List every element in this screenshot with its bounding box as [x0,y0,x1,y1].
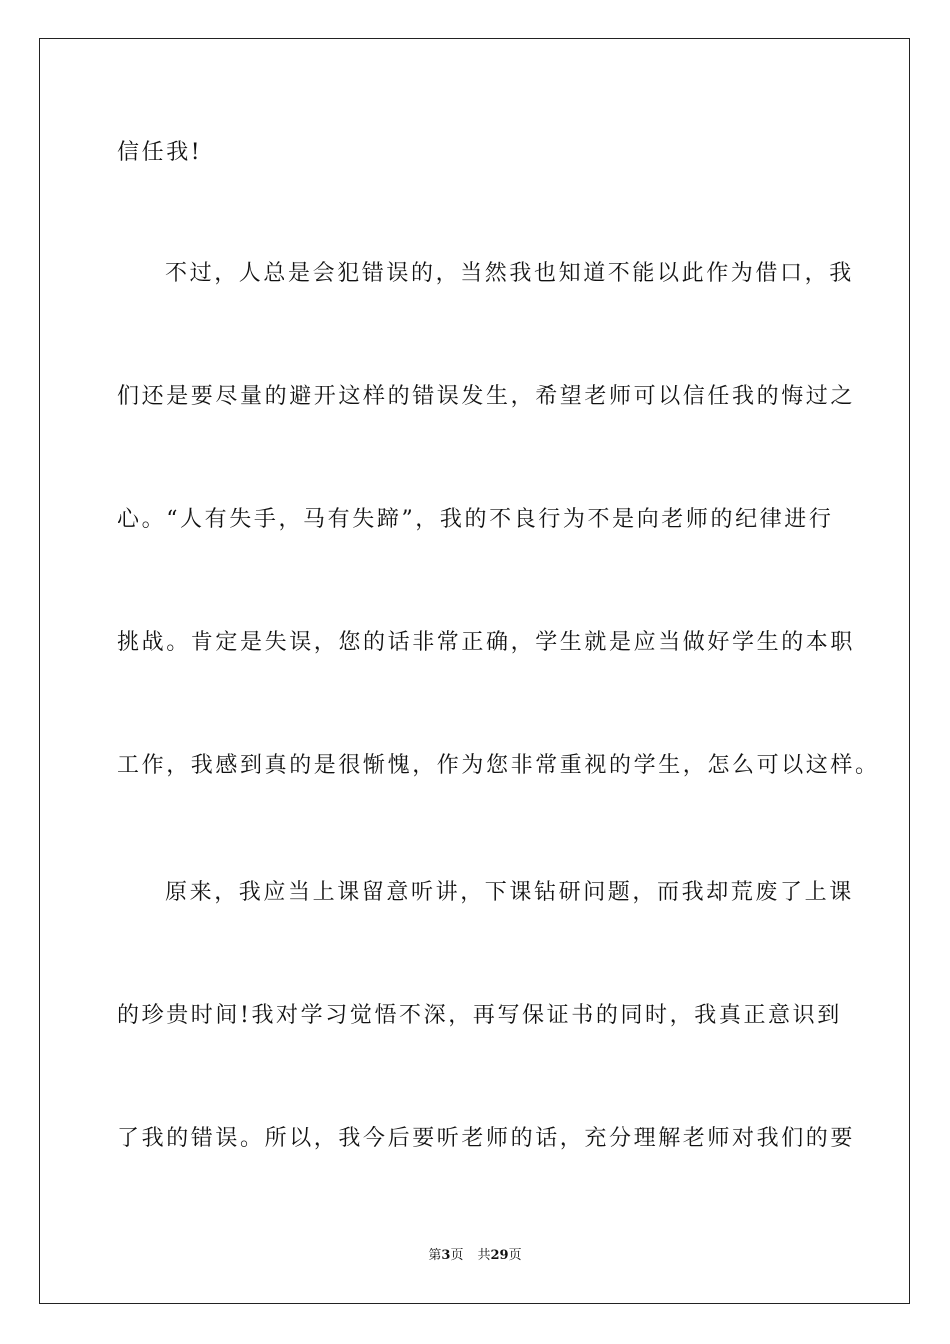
footer-total-pages: 29 [490,1248,509,1263]
text-line-4: 心。“人有失手，马有失蹄”，我的不良行为不是向老师的纪律进行 [117,507,834,532]
text-line-3: 们还是要尽量的避开这样的错误发生，希望老师可以信任我的悔过之 [117,384,856,409]
text-line-2: 不过，人总是会犯错误的，当然我也知道不能以此作为借口，我 [165,261,854,286]
text-line-9: 了我的错误。所以，我今后要听老师的话，充分理解老师对我们的要 [117,1126,856,1151]
footer-page-number: 3 [441,1248,451,1263]
footer-total-suffix: 页 [508,1248,522,1263]
page-footer [0,1247,950,1265]
footer-page-prefix: 第 [428,1248,442,1263]
text-line-8: 的珍贵时间!我对学习觉悟不深，再写保证书的同时，我真正意识到 [117,1003,842,1028]
text-line-7: 原来，我应当上课留意听讲，下课钻研问题，而我却荒废了上课 [165,880,854,905]
page-border [39,38,910,1304]
text-line-6: 工作，我感到真的是很惭愧，作为您非常重视的学生，怎么可以这样。 [117,753,880,778]
text-line-5: 挑战。肯定是失误，您的话非常正确，学生就是应当做好学生的本职 [117,630,856,655]
footer-total-prefix: 共 [477,1248,491,1263]
text-line-1: 信任我! [117,140,203,165]
footer-page-suffix: 页 [450,1248,464,1263]
